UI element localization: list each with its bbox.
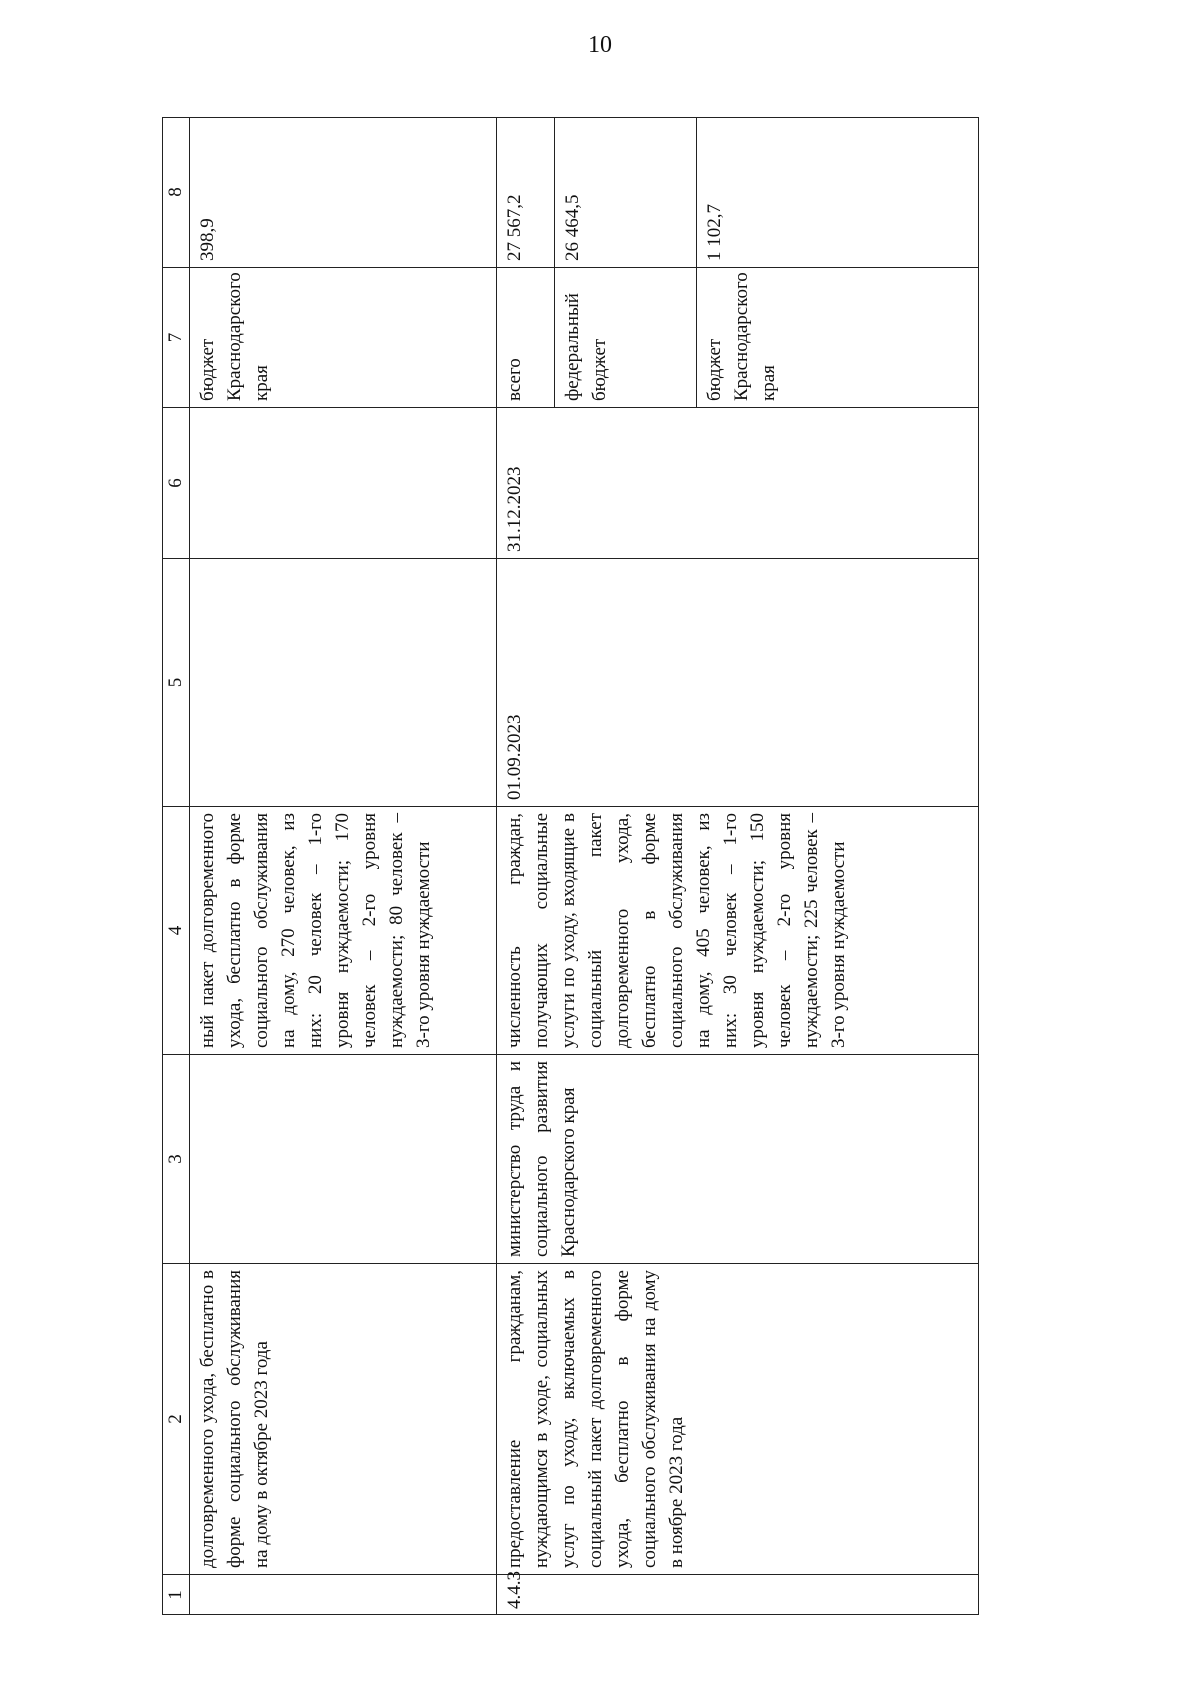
header-col-1: 1 [162,1574,190,1615]
row-443-col-6: 31.12.2023 [497,407,979,558]
row-443-col-5: 01.09.2023 [497,558,979,806]
cont-col-4: ный пакет долговременного ухода, бесплатно в форме социального обслуживания на дому, 270 человек, из них: 20 человек – 1-го уровня нуждаемости; 170 человек – 2-го уровня нуждаемости; 80 человек – 3-го уровня нуждаемости [190,806,497,1054]
rotated-table [162,117,979,1615]
row-443-col-3: министерство труда и социального развития Краснодарского края [497,1054,979,1263]
page-number: 10 [588,32,612,58]
funding-source-total: всего [497,267,555,407]
row-443-col-2: предоставление гражданам, нуждающимся в уходе, социальных услуг по уходу, включаемых в социальный пакет долговременного ухода, бесплатно в форме социального обслуживания на дому в ноябре 2023 года [497,1263,979,1574]
cont-col-6 [190,407,497,558]
row-443-col-4: численность граждан, получающих социальные услуги по уходу, входящие в социальный пакет долговременного ухода, бесплатно в форме социального обслуживания на дому, 405 человек, из них: 30 человек – 1-го уровня нуждаемости; 150 человек – 2-го уровня нуждаемости; 225 человек – 3-го уровня нуждаемости [497,806,979,1054]
funding-amount-total: 27 567,2 [497,117,555,267]
funding-amount-regional: 1 102,7 [704,204,725,261]
header-col-8: 8 [162,117,190,267]
cont-col-8: 398,9 [190,117,497,267]
row-443-col-1: 4.4.3 [497,1574,979,1615]
funding-source-regional: бюджет Краснодарского края [697,267,979,407]
header-col-3: 3 [162,1054,190,1263]
header-col-5: 5 [162,558,190,806]
cont-col-5 [190,558,497,806]
header-col-6: 6 [162,407,190,558]
funding-source-federal: федеральный бюджет [555,267,697,407]
cont-col-3 [190,1054,497,1263]
cont-col-1 [190,1574,497,1615]
header-col-2: 2 [162,1263,190,1574]
header-col-7: 7 [162,267,190,407]
cont-col-2: долговременного ухода, бесплатно в форме социального обслуживания на дому в октябре 2023 года [190,1263,497,1574]
header-col-4: 4 [162,806,190,1054]
cont-col-7: бюджет Краснодарского края [190,267,497,407]
funding-amount-federal: 26 464,5 [555,117,697,267]
